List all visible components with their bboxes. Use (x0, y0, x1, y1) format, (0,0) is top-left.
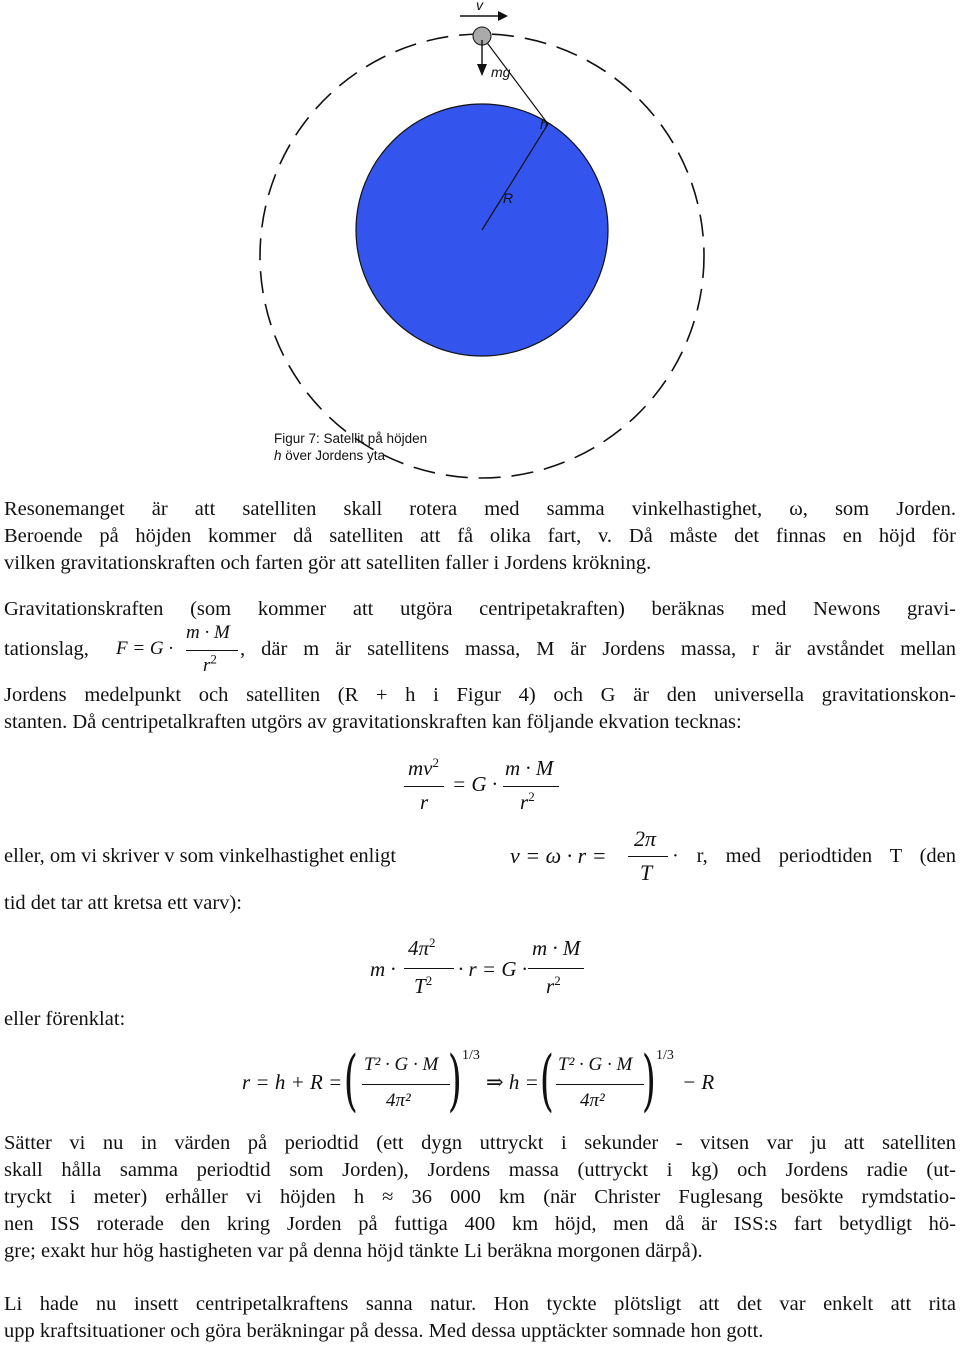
p2-line1: Gravitationskraften (som kommer att utgöra centripetakraften) beräknas med Newons gravi- (4, 598, 956, 620)
satellite-figure (0, 0, 960, 480)
eq3-den-1: 4π² (386, 1090, 411, 1111)
label-h: h (540, 116, 548, 132)
p2-line2-start: tationslag, (4, 638, 89, 660)
eq2-rhs-num: m · M (532, 936, 581, 960)
eq2-r: r (546, 974, 555, 998)
newton-lhs: F = G · (116, 638, 174, 659)
eller-den: T (640, 860, 653, 885)
eq3-paren-left-1: ( (343, 1042, 358, 1119)
eq2-rhs-den (546, 974, 561, 999)
eq2-mid: · r = G · (458, 957, 528, 981)
eq1-lhs-line (404, 786, 444, 787)
paragraph-4 (4, 1291, 956, 1345)
velocity-arrowhead (498, 11, 508, 21)
eq1-rhs-line (503, 786, 559, 787)
p1-line1: Resonemanget är att satelliten skall rotera med samma vinkelhastighet, ω, som Jorden. (4, 498, 956, 520)
figure-caption (274, 430, 427, 464)
eq2-den (414, 974, 432, 999)
label-forenklat: eller förenklat: (4, 1008, 126, 1030)
eq3-num-1: T² · G · M (364, 1054, 439, 1075)
caption-h: h (274, 448, 282, 463)
eq2-rhs-line (528, 968, 584, 969)
eq1-mv: mv (408, 756, 433, 780)
eller-eq: v = ω · r = (510, 843, 607, 868)
eq3-num-2: T² · G · M (558, 1054, 633, 1075)
eq2-den-exp: 2 (425, 973, 433, 988)
paragraph-2-line1 (4, 596, 956, 623)
eq1-rhs-den (520, 790, 535, 815)
p4-line1: Li hade nu insett centripetalkraftens sanna natur. Hon tyckte plötsligt att det var enkelt att rita (4, 1293, 956, 1315)
newton-den-exp: 2 (210, 651, 217, 667)
eller-line-start: eller, om vi skriver v som vinkelhastighet enligt (4, 845, 397, 867)
eq1-r: r (520, 790, 529, 814)
paragraph-2-rest (4, 682, 956, 736)
caption-line2: över Jordens yta (281, 448, 386, 463)
eller-fraction-line (628, 856, 668, 857)
p2-line3: Jordens medelpunkt och satelliten (R + h i Figur 4) och G är den universella gravitationskon- (4, 684, 956, 706)
eq3-paren-right-1: ) (447, 1042, 462, 1119)
eq2-num (408, 936, 436, 961)
eq3-line-1 (362, 1084, 450, 1085)
eq1-lhs-den: r (420, 790, 429, 814)
eq2-lhs-line (404, 968, 454, 969)
newton-num: m · M (186, 622, 230, 643)
paragraph-1 (4, 496, 956, 577)
p2-line4: stanten. Då centripetalkraften utgörs av gravitationskraften kan följande ekvation tecknas: (4, 711, 742, 733)
p3-line2: skall hålla samma periodtid som Jorden), Jordens massa (uttryckt i kg) och Jordens radie (ut- (4, 1159, 956, 1181)
p2-line2-end: , där m är satellitens massa, M är Jordens massa, r är avståndet mellan (240, 638, 956, 660)
p1-line2: Beroende på höjden kommer då satelliten att få olika fart, v. Då måste det finnas en höjd för (4, 525, 956, 547)
gravity-arrowhead (477, 64, 487, 76)
eq3-paren-left-2: ( (539, 1042, 554, 1119)
eller-after: · r, med periodtiden T (den (672, 845, 956, 867)
newton-den-r: r (203, 655, 211, 676)
p1-line3: vilken gravitationskraften och farten gör att satelliten faller i Jordens krökning. (4, 552, 652, 574)
eq3-line-2 (556, 1084, 644, 1085)
eq1-mid: = G · (452, 772, 498, 796)
eq1-mv-exp: 2 (432, 755, 439, 770)
eq1-rhs-num: m · M (505, 756, 554, 780)
eq1-r-exp: 2 (528, 789, 535, 804)
eq3-paren-right-2: ) (641, 1042, 656, 1119)
p3-line5: gre; exakt hur hög hastigheten var på denna höjd tänkte Li beräkna morgonen därpå). (4, 1240, 703, 1262)
eq2-T: T (414, 974, 426, 998)
tid-line: tid det tar att kretsa ett varv): (4, 892, 242, 914)
p4-line2: upp kraftsituationer och göra beräkningar på dessa. Med dessa upptäckter somnade hon gott. (4, 1320, 764, 1342)
paragraph-3 (4, 1130, 956, 1265)
caption-line1: Figur 7: Satellit på höjden (274, 431, 428, 446)
eq1-lhs-num (408, 756, 439, 781)
eq3-den-2: 4π² (580, 1090, 605, 1111)
p3-line3: tryckt i meter) erhåller vi höjden h ≈ 36 000 km (när Christer Fuglesang besökte rymdstatio- (4, 1186, 956, 1208)
eq3-minus: − R (682, 1070, 715, 1094)
p3-line4: nen ISS roterade den kring Jorden på futtiga 400 km höjd, men då är ISS:s fart betydligt hö- (4, 1213, 956, 1235)
eq2-r-exp: 2 (554, 973, 561, 988)
eq3-lhs: r = h + R = (242, 1070, 343, 1094)
eq3-exp-2: 1/3 (656, 1048, 674, 1063)
eq3-implies: ⇒ h = (486, 1070, 539, 1094)
eq2-4pi: 4π (408, 936, 430, 960)
p3-line1: Sätter vi nu in värden på periodtid (ett dygn uttryckt i sekunder - vitsen var ju att satelliten (4, 1132, 956, 1154)
label-mg: mg (491, 64, 511, 80)
label-R: R (503, 190, 514, 206)
label-v: v (476, 0, 483, 13)
eq2-m: m · (370, 957, 396, 981)
eq3-exp-1: 1/3 (462, 1048, 480, 1063)
eq2-num-exp: 2 (429, 935, 436, 950)
eller-num: 2π (634, 826, 657, 851)
newton-den (203, 651, 217, 677)
